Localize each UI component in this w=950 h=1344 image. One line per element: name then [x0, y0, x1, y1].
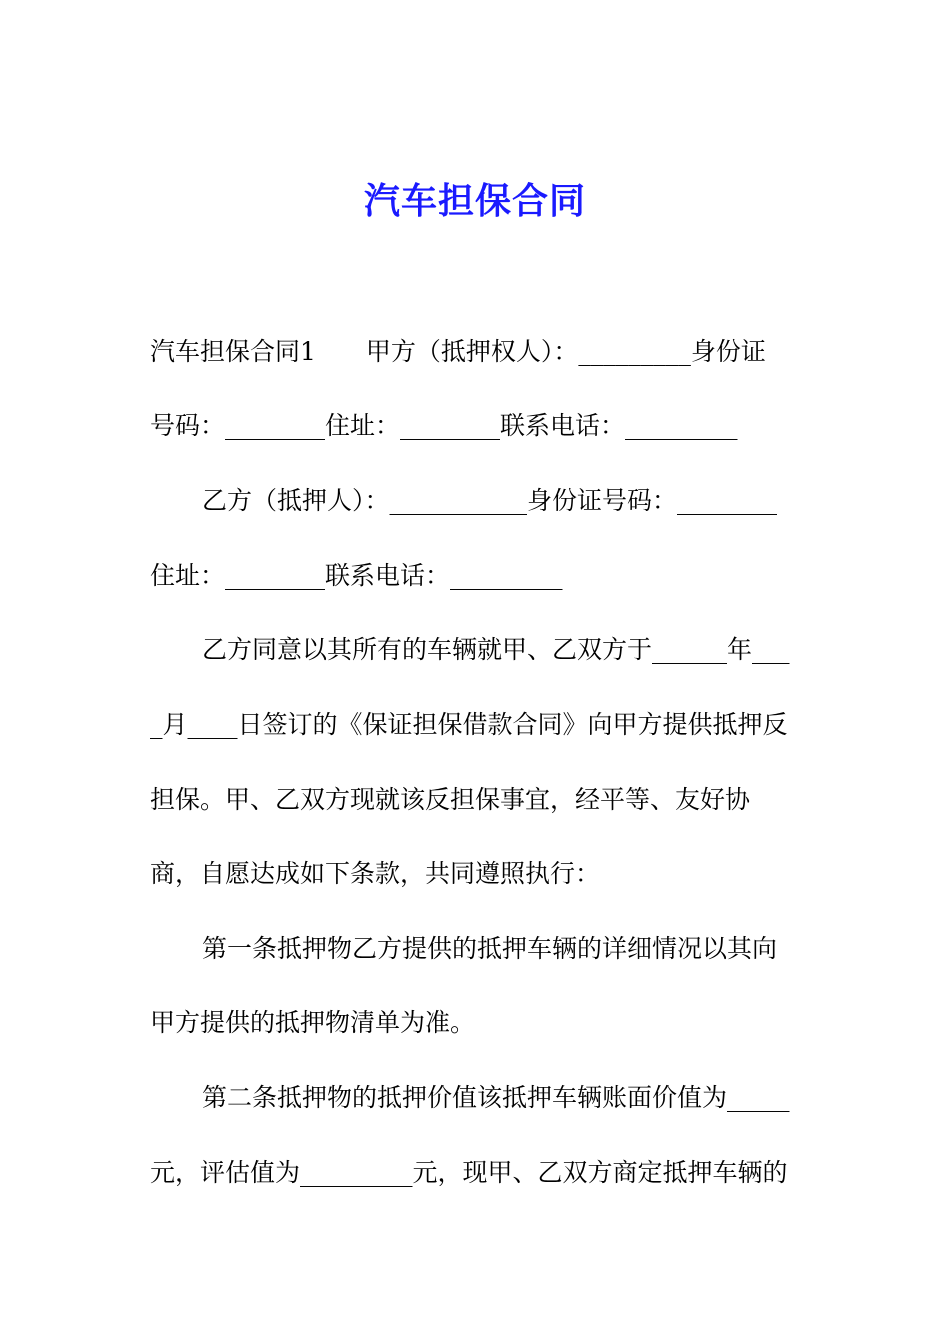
text-line: 住址：________联系电话：_________ — [150, 561, 563, 590]
text-line: 第一条抵押物乙方提供的抵押车辆的详细情况以其向 — [202, 934, 778, 963]
document-title: 汽车担保合同 — [363, 181, 586, 222]
text-line: 担保。甲、乙双方现就该反担保事宜，经平等、友好协 — [150, 785, 751, 814]
text-line: 号码：________住址：________联系电话：_________ — [150, 411, 738, 440]
text-line: 商，自愿达成如下条款，共同遵照执行： — [150, 859, 601, 888]
text-line: _月____日签订的《保证担保借款合同》向甲方提供抵押反 — [150, 710, 788, 739]
text-line: 甲方提供的抵押物清单为准。 — [150, 1008, 476, 1037]
text-line: 汽车担保合同1 甲方（抵押权人）：_________身份证 — [150, 337, 766, 366]
text-line: 乙方同意以其所有的车辆就甲、乙双方于______年___ — [202, 635, 790, 664]
text-line: 元，评估值为_________元，现甲、乙双方商定抵押车辆的 — [150, 1158, 788, 1187]
text-line: 乙方（抵押人）：___________身份证号码：________ — [202, 486, 778, 515]
text-line: 第二条抵押物的抵押价值该抵押车辆账面价值为_____ — [202, 1083, 790, 1112]
